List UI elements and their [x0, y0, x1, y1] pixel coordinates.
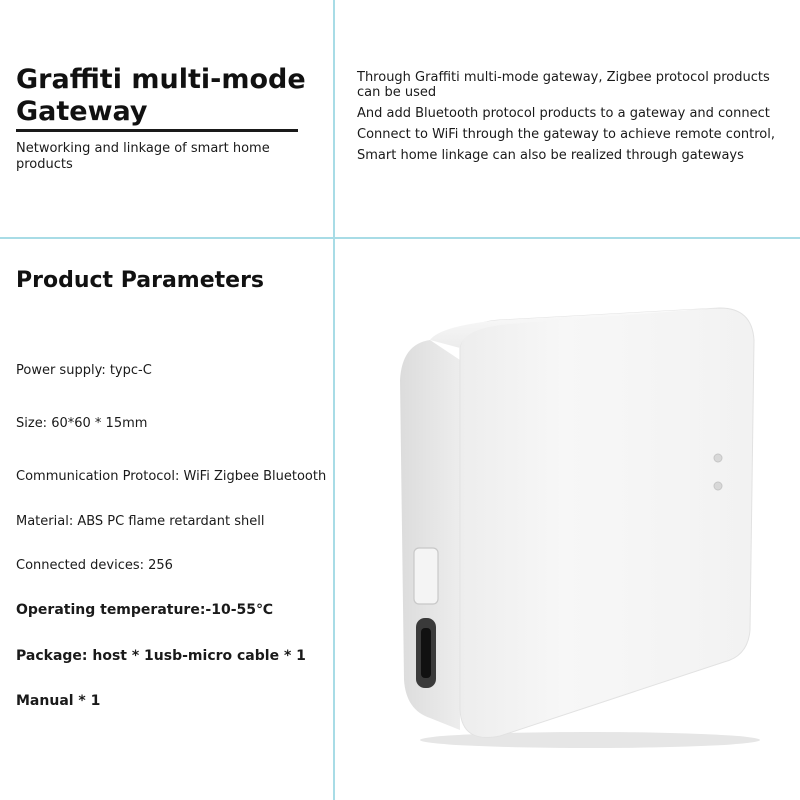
title-underline: [16, 129, 298, 132]
intro-line: And add Bluetooth protocol products to a gateway and connect: [357, 106, 770, 121]
gateway-device-image: [390, 300, 770, 750]
device-body: [460, 308, 754, 738]
intro-text: [357, 70, 787, 169]
param-material: Material: ABS PC flame retardant shell: [16, 514, 265, 529]
intro-line: Smart home linkage can also be realized through gateways: [357, 148, 744, 163]
horizontal-divider: [0, 237, 800, 239]
intro-line: Through Graffiti multi-mode gateway, Zigbee protocol products can be used: [357, 70, 770, 100]
param-power-supply: Power supply: typc-C: [16, 363, 152, 378]
param-size: Size: 60*60 * 15mm: [16, 416, 148, 431]
param-operating-temperature: Operating temperature:-10-55℃: [16, 602, 273, 618]
device-shadow: [420, 732, 760, 748]
param-protocol: Communication Protocol: WiFi Zigbee Bluetooth: [16, 469, 327, 484]
page-subtitle: Networking and linkage of smart home products: [16, 141, 270, 172]
indicator-light-icon: [714, 482, 722, 490]
reset-button-icon: [414, 548, 438, 604]
vertical-divider: [333, 0, 335, 800]
intro-line: Connect to WiFi through the gateway to achieve remote control,: [357, 127, 776, 142]
usb-port-inner: [421, 628, 431, 678]
param-connected-devices: Connected devices: 256: [16, 558, 173, 573]
parameters-heading: Product Parameters: [16, 268, 265, 293]
param-manual: Manual * 1: [16, 693, 101, 709]
page-title: Graffiti multi-mode Gateway: [16, 64, 306, 127]
param-package: Package: host * 1usb-micro cable * 1: [16, 648, 306, 664]
indicator-light-icon: [714, 454, 722, 462]
